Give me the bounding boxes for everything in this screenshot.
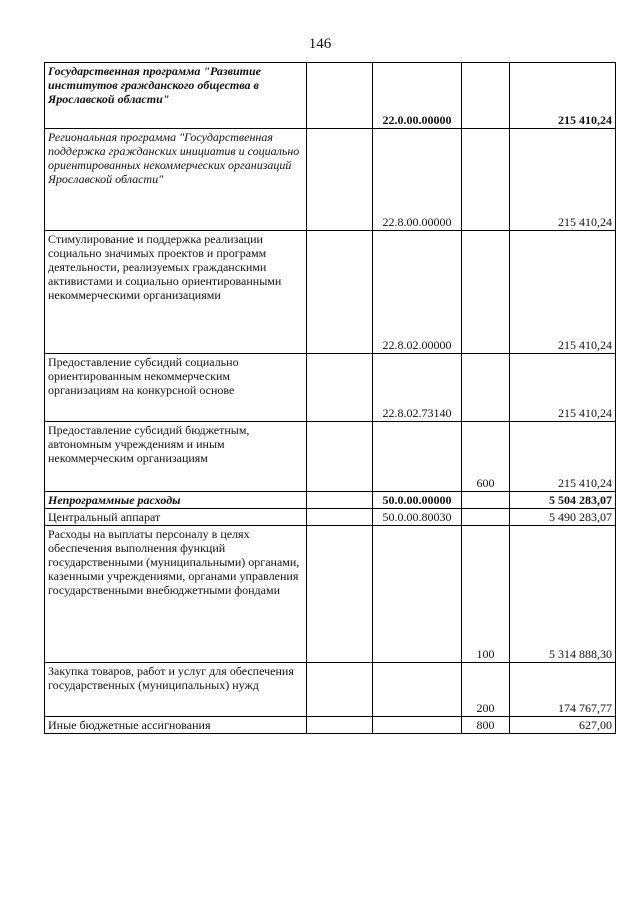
row-type — [462, 129, 510, 231]
row-type — [462, 231, 510, 354]
table-row — [45, 231, 616, 354]
row-amount: 215 410,24 — [510, 63, 616, 129]
row-type — [462, 354, 510, 422]
table-row — [45, 422, 616, 492]
empty-cell — [307, 354, 373, 422]
row-amount: 5 490 283,07 — [510, 509, 616, 526]
row-type — [462, 63, 510, 129]
row-type — [462, 492, 510, 509]
budget-table — [44, 62, 616, 734]
row-code — [373, 526, 462, 663]
row-amount: 215 410,24 — [510, 354, 616, 422]
row-code: 22.8.00.00000 — [373, 129, 462, 231]
row-type — [462, 509, 510, 526]
row-name: Региональная программа "Государственная поддержка гражданских инициатив и социально ориентированных некоммерческих организаций Ярославской области" — [45, 129, 307, 231]
page-number: 146 — [308, 36, 332, 52]
row-type: 600 — [462, 422, 510, 492]
row-name: Стимулирование и поддержка реализации социально значимых проектов и программ деятельности, реализуемых гражданскими активистами и социально ориентированными некоммерческими организациями — [45, 231, 307, 354]
row-name: Непрограммные расходы — [45, 492, 307, 509]
empty-cell — [307, 717, 373, 734]
empty-cell — [307, 63, 373, 129]
row-name: Государственная программа "Развитие институтов гражданского общества в Ярославской области" — [45, 63, 307, 129]
row-amount: 5 314 888,30 — [510, 526, 616, 663]
row-name: Предоставление субсидий социально ориентированным некоммерческим организациям на конкурсной основе — [45, 354, 307, 422]
row-code — [373, 717, 462, 734]
row-amount: 215 410,24 — [510, 422, 616, 492]
row-code — [373, 663, 462, 717]
row-name: Расходы на выплаты персоналу в целях обеспечения выполнения функций государственными (муниципальными) органами, казенными учреждениями, органами управления государственными внебюджетными фондами — [45, 526, 307, 663]
row-code: 50.0.00.80030 — [373, 509, 462, 526]
row-amount: 5 504 283,07 — [510, 492, 616, 509]
table-row — [45, 63, 616, 129]
empty-cell — [307, 509, 373, 526]
row-code: 50.0.00.00000 — [373, 492, 462, 509]
row-type: 200 — [462, 663, 510, 717]
row-amount: 215 410,24 — [510, 231, 616, 354]
row-name: Иные бюджетные ассигнования — [45, 717, 307, 734]
table-row — [45, 509, 616, 526]
row-amount: 174 767,77 — [510, 663, 616, 717]
table-row — [45, 663, 616, 717]
table-row — [45, 526, 616, 663]
empty-cell — [307, 663, 373, 717]
row-code: 22.8.02.73140 — [373, 354, 462, 422]
table-row — [45, 492, 616, 509]
row-amount: 627,00 — [510, 717, 616, 734]
table-row — [45, 129, 616, 231]
row-code: 22.0.00.00000 — [373, 63, 462, 129]
table-row — [45, 354, 616, 422]
row-type: 100 — [462, 526, 510, 663]
row-code — [373, 422, 462, 492]
row-name: Закупка товаров, работ и услуг для обеспечения государственных (муниципальных) нужд — [45, 663, 307, 717]
empty-cell — [307, 129, 373, 231]
empty-cell — [307, 231, 373, 354]
empty-cell — [307, 492, 373, 509]
row-amount: 215 410,24 — [510, 129, 616, 231]
table-row — [45, 717, 616, 734]
row-name: Центральный аппарат — [45, 509, 307, 526]
row-name: Предоставление субсидий бюджетным, автономным учреждениям и иным некоммерческим организациям — [45, 422, 307, 492]
row-code: 22.8.02.00000 — [373, 231, 462, 354]
empty-cell — [307, 526, 373, 663]
empty-cell — [307, 422, 373, 492]
row-type: 800 — [462, 717, 510, 734]
